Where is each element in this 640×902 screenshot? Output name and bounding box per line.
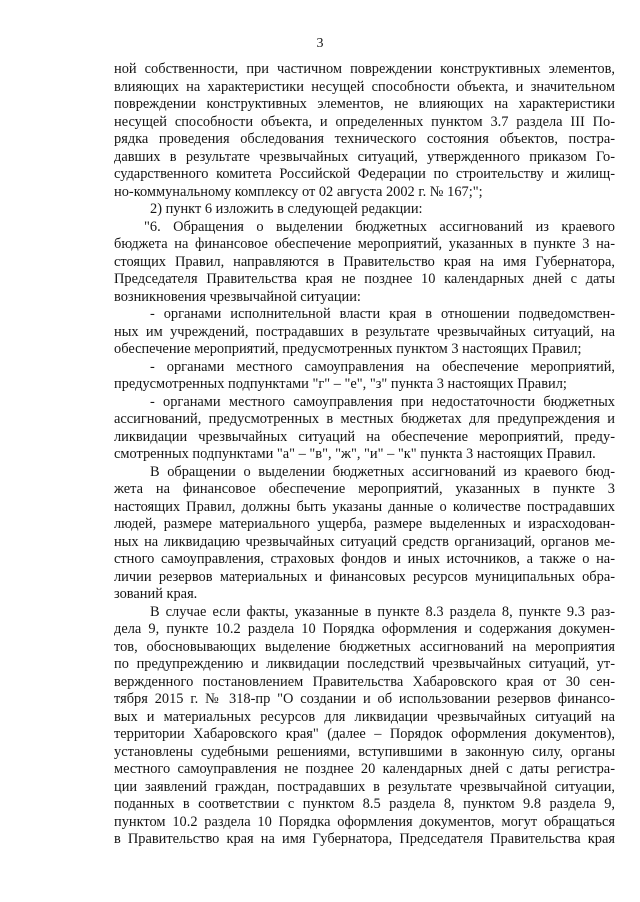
text-line: влияющих на характеристики несущей способности объекта, и значительном xyxy=(114,78,615,95)
text-line: стного самоуправления, страховых фондов и иных источников, а также о на- xyxy=(114,551,615,567)
text-line: ных на ликвидацию чрезвычайных ситуаций средств организаций, органов ме- xyxy=(114,533,615,550)
text-line: - органами исполнительной власти края в отношении подведомствен- xyxy=(150,306,615,322)
text-line: сударственного комитета Российской Федерации по строительству и жилищ- xyxy=(114,166,615,182)
text-line: В обращении о выделении бюджетных ассигнований из краевого бюд- xyxy=(150,463,615,480)
text-line: людей, размере материального ущерба, размере выделенных и израсходован- xyxy=(114,516,615,532)
text-line: предусмотренных подпунктами "г" – "е", "з" пункта 3 настоящих Правил; xyxy=(114,376,567,392)
text-line: рядка проведения обследования технического состояния объектов, постра- xyxy=(114,131,615,147)
text-line: смотренных подпунктами "а" – "в", "ж", "и" – "к" пункта 3 настоящих Правил. xyxy=(114,446,596,462)
text-line: территории Хабаровского края" (далее – Порядок оформления документов), xyxy=(114,726,615,742)
text-line: тября 2015 г. № 318-пр "О создании и об использовании резервов финансо- xyxy=(114,691,615,707)
text-line: несущей способности объекта, и определенных пунктом 3.7 раздела III По- xyxy=(114,113,615,130)
text-line: ной собственности, при частичном повреждении конструктивных элементов, xyxy=(114,61,615,77)
text-line: местного самоуправления не позднее 20 календарных дней с даты регистра- xyxy=(114,761,615,777)
text-line: ассигнований, предусмотренных в местных бюджетах для предупреждения и xyxy=(114,411,615,427)
text-line: - органами местного самоуправления на обеспечение мероприятий, xyxy=(150,358,615,375)
text-line: "6. Обращения о выделении бюджетных ассигнований из краевого xyxy=(144,218,615,235)
text-line: личии резервов материальных и финансовых ресурсов муниципальных обра- xyxy=(114,568,615,585)
text-line: дела 9, пункте 10.2 раздела 10 Порядка оформления и содержания докумен- xyxy=(114,621,615,637)
text-line: 2) пункт 6 изложить в следующей редакции: xyxy=(150,201,423,217)
body-text xyxy=(114,61,615,849)
text-line: ликвидации чрезвычайных ситуаций на обеспечение мероприятий, преду- xyxy=(114,428,615,445)
text-line: но-коммунальному комплексу от 02 августа 2002 г. № 167;"; xyxy=(114,183,483,200)
text-line: - органами местного самоуправления при недостаточности бюджетных xyxy=(150,393,615,410)
text-line: вержденного постановлением Правительства Хабаровского края от 30 сен- xyxy=(114,673,615,690)
text-line: тов, обосновывающих выделение бюджетных ассигнований на мероприятия xyxy=(114,638,615,655)
text-line: по предупреждению и ликвидации последствий чрезвычайных ситуаций, ут- xyxy=(114,656,615,672)
text-line: жета на финансовое обеспечение мероприятий, указанных в пункте 3 xyxy=(114,481,615,497)
text-line: зований края. xyxy=(114,586,198,602)
text-line: давших в результате чрезвычайных ситуаций, утвержденного приказом Го- xyxy=(114,148,615,165)
text-line: поданных в соответствии с пунктом 8.5 раздела 8, пунктом 9.8 раздела 9, xyxy=(114,796,615,812)
text-line: в Правительство края на имя Губернатора, Председателя Правительства края xyxy=(114,831,615,847)
text-line: возникновения чрезвычайной ситуации: xyxy=(114,288,361,305)
text-line: ных им учреждений, пострадавших в результате чрезвычайных ситуаций, на xyxy=(114,323,615,340)
text-line: пунктом 10.2 раздела 10 Порядка оформления документов, могут обращаться xyxy=(114,813,615,830)
page-number: 3 xyxy=(316,36,324,51)
text-line: ции заявлений граждан, пострадавших в результате чрезвычайной ситуации, xyxy=(114,778,615,795)
text-line: обеспечение мероприятий, предусмотренных пунктом 3 настоящих Правил; xyxy=(114,341,582,357)
text-line: вых и материальных ресурсов для ликвидации чрезвычайных ситуаций на xyxy=(114,708,615,725)
text-line: установлены судебными решениями, вступившими в законную силу, органы xyxy=(114,743,615,760)
text-line: бюджета на финансовое обеспечение мероприятий, указанных в пункте 3 на- xyxy=(114,236,615,252)
text-line: Председателя Правительства края не позднее 10 календарных дней с даты xyxy=(114,271,615,287)
text-line: В случае если факты, указанные в пункте 8.3 раздела 8, пункте 9.3 раз- xyxy=(150,603,615,620)
text-line: стоящих Правил, направляются в Правительство края на имя Губернатора, xyxy=(114,253,615,270)
text-line: настоящих Правил, должны быть указаны данные о количестве пострадавших xyxy=(114,498,615,515)
text-line: повреждении конструктивных элементов, не влияющих на характеристики xyxy=(114,96,615,112)
